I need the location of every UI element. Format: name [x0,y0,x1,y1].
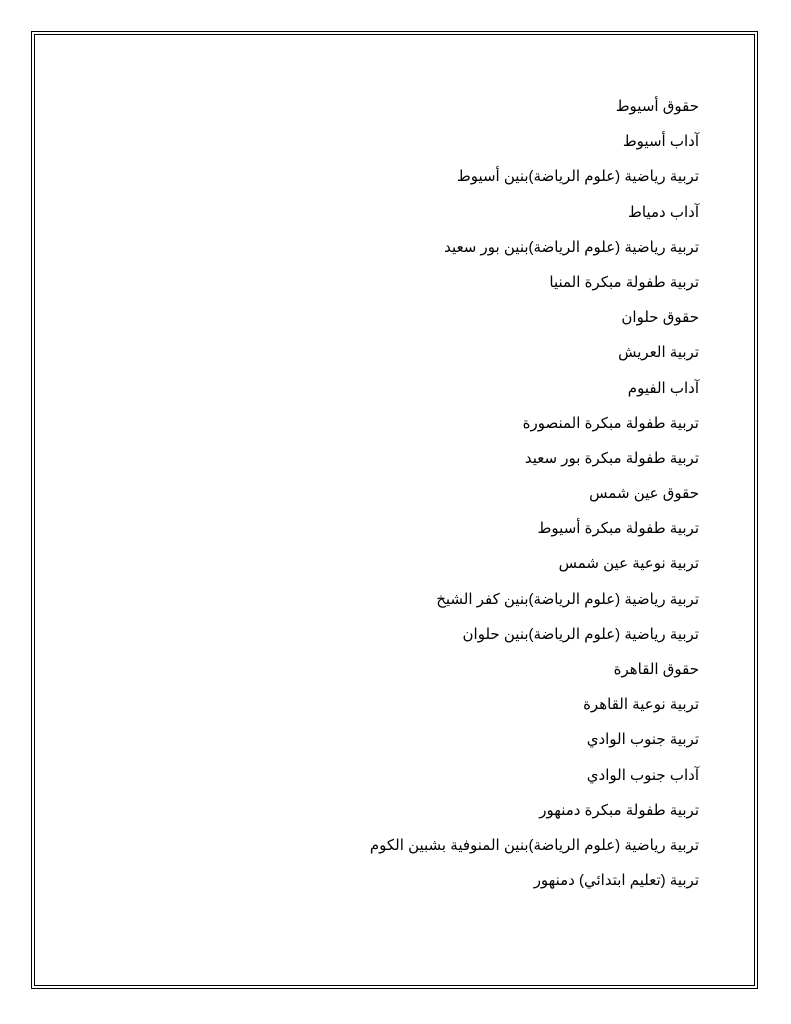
list-item: تربية رياضية (علوم الرياضة)بنين كفر الشيخ [436,590,699,608]
list-item: حقوق القاهرة [613,661,699,678]
list-item: آداب دمياط [628,203,699,221]
list-item: تربية طفولة مبكرة المنصورة [522,414,699,432]
list-item: آداب أسيوط [622,133,699,151]
list-item: تربية نوعية عين شمس [558,555,699,573]
faculty-list [370,89,699,898]
list-item: تربية رياضية (علوم الرياضة)بنين حلوان [462,625,699,643]
list-item: تربية (تعليم ابتدائي) دمنهور [533,872,699,890]
list-item: آداب الفيوم [627,379,699,397]
list-item: تربية نوعية القاهرة [583,696,699,714]
list-item: تربية طفولة مبكرة بور سعيد [524,449,699,467]
list-item: تربية طفولة مبكرة أسيوط [537,520,699,538]
list-item: حقوق عين شمس [589,485,699,503]
list-item: تربية رياضية (علوم الرياضة)بنين أسيوط [456,168,699,186]
list-item: تربية جنوب الوادي [586,731,699,749]
list-item: تربية طفولة مبكرة دمنهور [539,801,699,819]
list-item: حقوق حلوان [621,309,699,327]
list-item: تربية رياضية (علوم الرياضة)بنين بور سعيد [444,238,699,256]
list-item: آداب جنوب الوادي [586,766,699,784]
list-item: حقوق أسيوط [615,98,699,115]
list-item: تربية العريش [618,344,699,362]
list-item: تربية رياضية (علوم الرياضة)بنين المنوفية بشبين الكوم [369,836,699,854]
list-item: تربية طفولة مبكرة المنيا [549,273,699,291]
